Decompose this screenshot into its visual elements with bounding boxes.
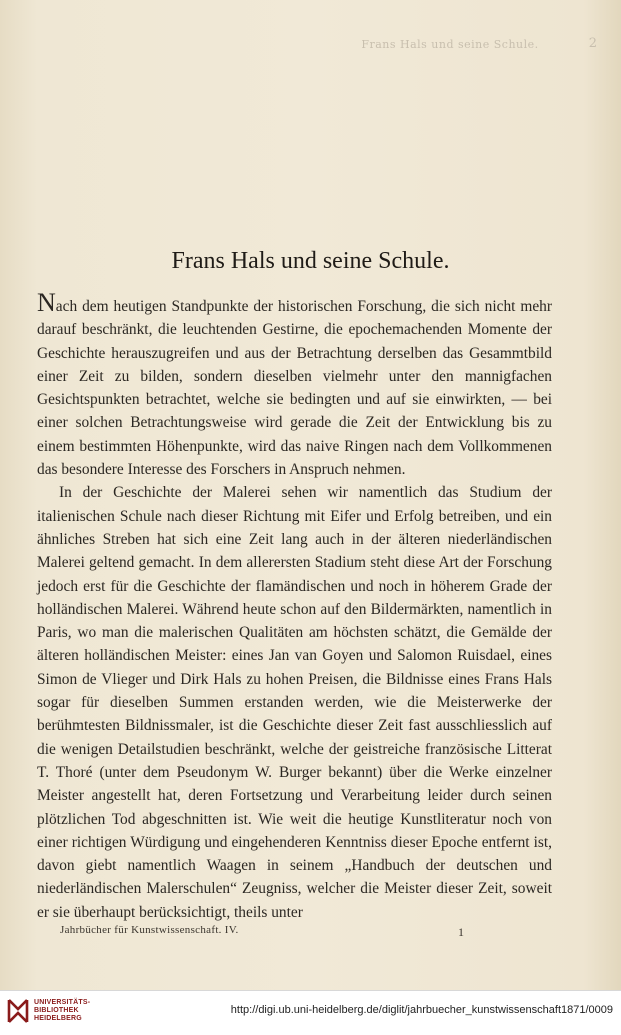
library-name [34,999,90,1023]
running-page-number: 2 [588,36,597,51]
article-title: Frans Hals und seine Schule. [171,248,450,274]
signature-mark: 1 [458,925,464,939]
paragraph-1 [37,288,552,481]
library-emblem-icon [6,997,30,1025]
paragraph-2: In der Geschichte der Malerei sehen wir namentlich das Studium der italienischen Schule nach dieser Richtung mit Eifer und Erfolg betreiben, und ein ähnliches Streben hat sich eine Zeit lang auch in der älteren niederländischen Malerei geltend gemacht. In dem allerersten Stadium steht diese Art der Forschung jedoch erst für die Geschichte der flamändischen und noch in höherem Grade der holländischen Malerei. Während heute schon auf den Bildermärkten, namentlich in Paris, wo man die malerischen Qualitäten am höchsten schätzt, die Gemälde der älteren holländischen Meister: eines Jan van Goyen und Salomon Ruisdael, eines Simon de Vlieger und Dirk Hals zu hohen Preisen, die Bildnisse eines Frans Hals sogar für dieselben Summen erstanden werden, wie die Meisterwerke der berühmtesten Bildnissmaler, ist die Geschichte dieser Zeit fast ausschliesslich auf die wenigen Detailstudien beschränkt, welche der geistreiche französische Litterat T. Thoré (unter dem Pseudonym W. Burger bekannt) über die Werke einzelner Meister angestellt hat, deren Fortsetzung und Verarbeitung leider durch seinen plötzlichen Tod abgeschnitten ist. Wie weit die heutige Kunstliteratur noch von einer richtigen Würdigung und eingehenderen Kenntniss dieser Epoche entfernt ist, davon giebt namentlich Waagen in seinem „Handbuch der deutschen und niederländischen Malerschulen“ Zeugniss, welcher die Meister dieser Zeit, soweit er sie überhaupt berücksichtigt, theils unter [37,484,552,921]
body-text [37,288,552,924]
library-name-line-1: UNIVERSITÄTS- [34,999,91,1006]
drop-cap: N [37,288,56,317]
library-name-line-3: HEIDELBERG [34,1015,82,1022]
running-head: Frans Hals und seine Schule. [361,38,539,51]
paragraph-1-text: ach dem heutigen Standpunkte der historischen Forschung, die sich nicht mehr darauf beschränkt, die leuchtenden Gestirne, die epochemachenden Momente der Geschichte herauszugreifen und aus der Betrachtung derselben das Gesammtbild einer Zeit zu bilden, sondern dieselben vielmehr unter den mannigfachen Gesichtspunkten betrachtet, welche sie bedingten und auf sie einwirkten, — bei einer solchen Betrachtungsweise wird gerade die Zeit der Entwicklung bis zu einem bestimmten Höhenpunkte, wird das naive Ringen nach dem Vollkommenen das besondere Interesse des Forschers in Anspruch nehmen. [37,298,552,479]
library-logo[interactable] [6,997,90,1025]
permalink-url[interactable]: http://digi.ub.uni-heidelberg.de/diglit/jahrbuecher_kunstwissenschaft1871/0009 [230,1004,613,1016]
library-name-line-2: BIBLIOTHEK [34,1007,79,1014]
viewer-footer-bar [0,990,621,1035]
footer-journal: Jahrbücher für Kunstwissenschaft. IV. [60,924,239,936]
